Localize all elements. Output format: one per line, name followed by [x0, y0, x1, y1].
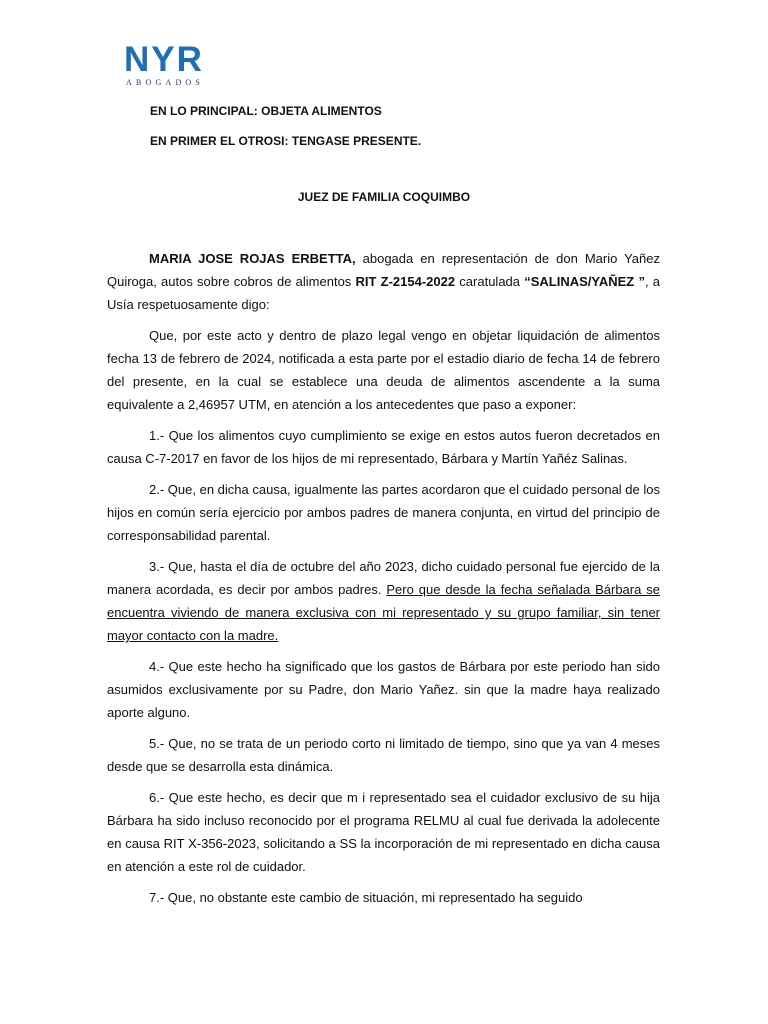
logo-text: NYR [124, 40, 204, 79]
intro-text-1: abogada en representación de don Mario Yañez Quiroga, autos sobre cobros de alimentos [107, 251, 660, 289]
paragraph-3-underlined: Pero que desde la fecha señalada Bárbara se encuentra viviendo de manera exclusiva con mi representado y su grupo familiar, sin tener mayor contacto con la madre. [107, 582, 660, 643]
paragraph-4: 4.- Que este hecho ha significado que los gastos de Bárbara por este periodo han sido asumidos exclusivamente por su Padre, don Mario Yañez. sin que la madre haya realizado aporte alguno. [107, 659, 660, 720]
paragraph-6: 6.- Que este hecho, es decir que m i representado sea el cuidador exclusivo de su hija Bárbara ha sido incluso reconocido por el programa RELMU al cual fue derivada la adolecente en causa RIT X-356-2023, solicitando a SS la incorporación de mi representado en dicha causa en atención a este rol de cuidador. [107, 790, 660, 874]
court-title: JUEZ DE FAMILIA COQUIMBO [297, 190, 471, 204]
paragraph-3-text: 3.- Que, hasta el día de octubre del año 2023, dicho cuidado personal fue ejercido de la manera acordada, es decir por ambos padres. [107, 559, 660, 597]
paragraph-1: 1.- Que los alimentos cuyo cumplimiento se exige en estos autos fueron decretados en causa C-7-2017 en favor de los hijos de mi representado, Bárbara y Martín Yañéz Salinas. [107, 428, 660, 466]
heading-principal: EN LO PRINCIPAL: OBJETA ALIMENTOS [150, 104, 382, 118]
rit-number: RIT Z-2154-2022 [355, 274, 456, 289]
heading-otrosi: EN PRIMER EL OTROSI: TENGASE PRESENTE. [150, 134, 422, 148]
intro-paragraph [107, 247, 660, 316]
paragraph-7: 7.- Que, no obstante este cambio de situación, mi representado ha seguido [149, 890, 583, 905]
paragraph-3 [107, 555, 660, 647]
intro-text-2: caratulada [455, 274, 525, 289]
intro-text-3: , a Usía respetuosamente digo: [107, 274, 660, 312]
case-caption: “SALINAS/YAÑEZ ” [524, 274, 645, 289]
paragraph-0: Que, por este acto y dentro de plazo legal vengo en objetar liquidación de alimentos fecha 13 de febrero de 2024, notificada a esta parte por el estadio diario de fecha 14 de febrero del presente, en la cual se establece una deuda de alimentos ascendente a la suma equivalente a 2,46957 UTM, en atención a los antecedentes que paso a exponer: [107, 328, 660, 412]
document-body [107, 247, 660, 917]
logo-subtitle: ABOGADOS [126, 78, 205, 87]
paragraph-5: 5.- Que, no se trata de un periodo corto ni limitado de tiempo, sino que ya van 4 meses desde que se desarrolla esta dinámica. [107, 736, 660, 774]
paragraph-2: 2.- Que, en dicha causa, igualmente las partes acordaron que el cuidado personal de los hijos en común sería ejercicio por ambos padres de manera conjunta, en virtud del principio de corresponsabilidad parental. [107, 482, 660, 543]
lawyer-name: MARIA JOSE ROJAS ERBETTA, [149, 251, 356, 266]
